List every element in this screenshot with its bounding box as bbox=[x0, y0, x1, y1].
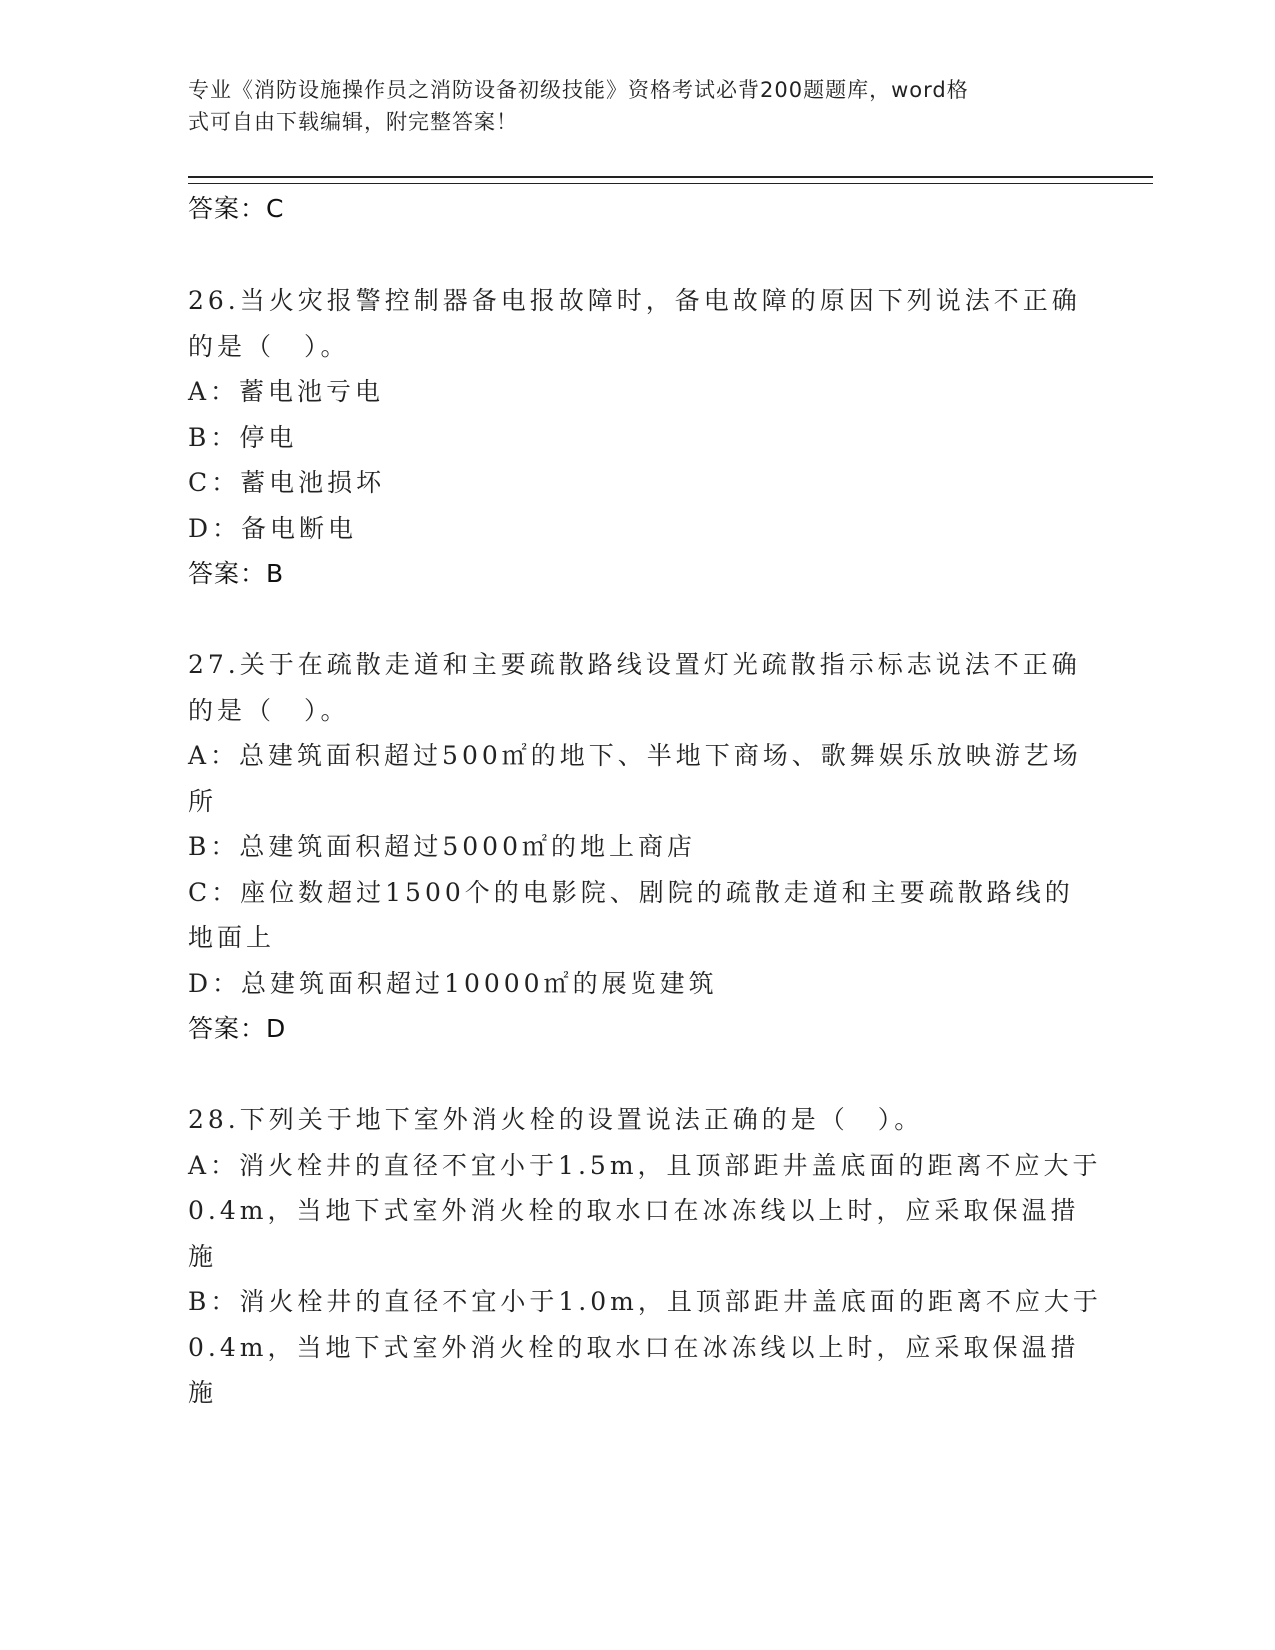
option-c-continued: 地面上 bbox=[188, 923, 276, 952]
question-stem-line: 的是（ ）。 bbox=[188, 695, 350, 725]
option-d: D：备电断电 bbox=[188, 513, 358, 543]
option-a: A：蓄电池亏电 bbox=[188, 377, 385, 406]
option-a-continued: 所 bbox=[188, 786, 218, 816]
option-d: D：总建筑面积超过10000㎡的展览建筑 bbox=[188, 968, 718, 998]
option-b-continued: 0.4m，当地下式室外消火栓的取水口在冰冻线以上时，应采取保温措 bbox=[188, 1332, 1080, 1362]
question-stem-line: 28.下列关于地下室外消火栓的设置说法正确的是（ ）。 bbox=[188, 1105, 924, 1134]
option-b-continued: 施 bbox=[188, 1378, 218, 1407]
question-stem-line: 27.关于在疏散走道和主要疏散路线设置灯光疏散指示标志说法不正确 bbox=[188, 650, 1081, 679]
option-a-continued: 施 bbox=[188, 1241, 218, 1271]
option-a: A：总建筑面积超过500㎡的地下、半地下商场、歌舞娱乐放映游艺场 bbox=[188, 741, 1082, 770]
question-26 bbox=[188, 278, 1081, 596]
question-stem-line: 的是（ ）。 bbox=[188, 331, 350, 361]
option-a-continued: 0.4m，当地下式室外消火栓的取水口在冰冻线以上时，应采取保温措 bbox=[188, 1196, 1080, 1225]
document-header bbox=[188, 74, 1058, 138]
option-b: B：总建筑面积超过5000㎡的地上商店 bbox=[188, 832, 696, 861]
option-c: C：座位数超过1500个的电影院、剧院的疏散走道和主要疏散路线的 bbox=[188, 877, 1074, 907]
previous-answer: 答案：C bbox=[188, 194, 285, 223]
header-line-2: 式可自由下载编辑，附完整答案！ bbox=[188, 110, 518, 134]
option-c: C：蓄电池损坏 bbox=[188, 468, 386, 497]
option-b: B：停电 bbox=[188, 422, 298, 452]
question-27 bbox=[188, 642, 1082, 1051]
option-a: A：消火栓井的直径不宜小于1.5m，且顶部距井盖底面的距离不应大于 bbox=[188, 1150, 1102, 1180]
header-divider bbox=[188, 176, 1153, 184]
answer: 答案：D bbox=[188, 1014, 287, 1043]
answer: 答案：B bbox=[188, 559, 285, 588]
header-line-1: 专业《消防设施操作员之消防设备初级技能》资格考试必背200题题库，word格 bbox=[188, 78, 969, 102]
question-stem-line: 26.当火灾报警控制器备电报故障时，备电故障的原因下列说法不正确 bbox=[188, 286, 1081, 315]
option-b: B：消火栓井的直径不宜小于1.0m，且顶部距井盖底面的距离不应大于 bbox=[188, 1287, 1102, 1316]
question-28 bbox=[188, 1097, 1102, 1416]
